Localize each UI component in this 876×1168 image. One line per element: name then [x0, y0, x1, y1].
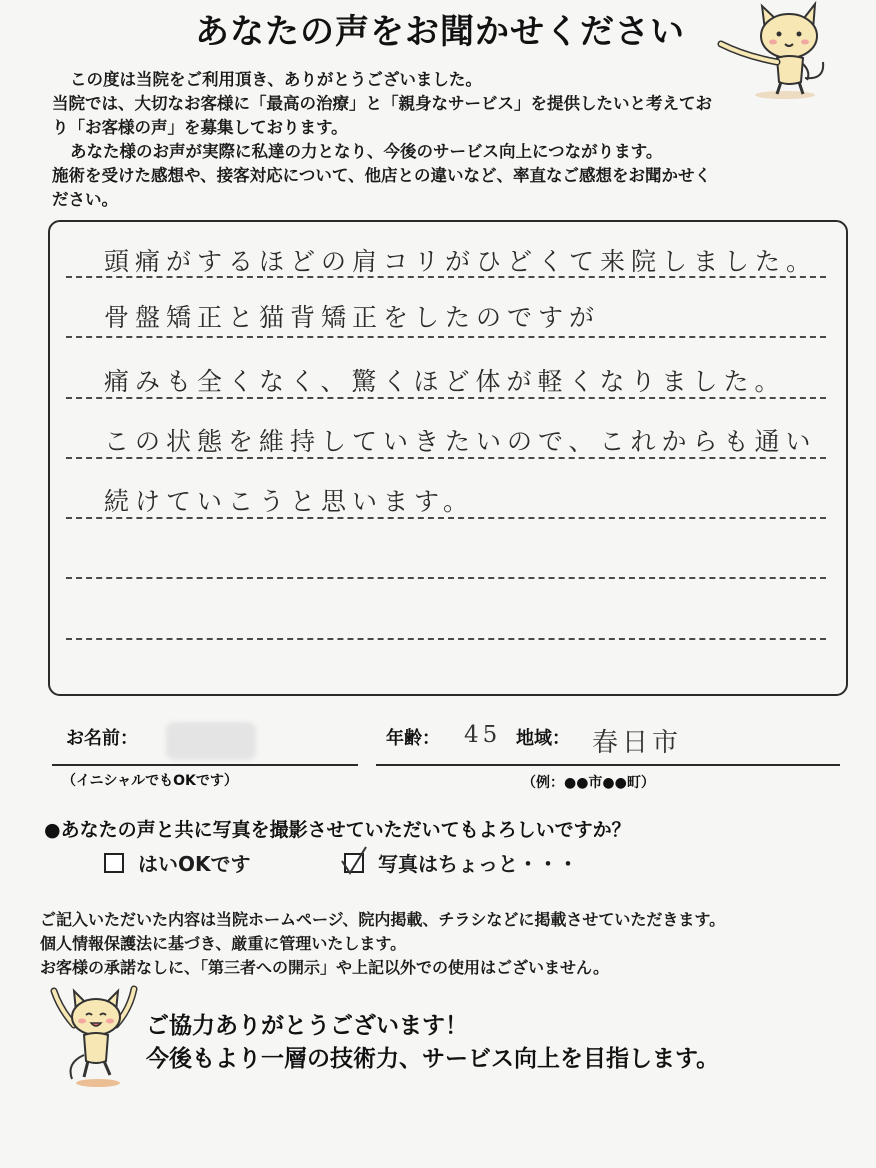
thanks-message — [146, 1010, 719, 1076]
name-note: （イニシャルでもOKです） — [62, 773, 238, 789]
no-checkbox[interactable] — [344, 853, 364, 873]
comment-rule — [66, 638, 826, 640]
yes-label: はいOKです — [138, 852, 251, 876]
note-line: ご記入いただいた内容は当院ホームページ、院内掲載、チラシなどに掲載させていただきます。 — [40, 910, 726, 929]
region-note: （例：●●市●●町） — [522, 775, 655, 791]
region-label: 地域： — [516, 728, 570, 749]
photo-option-yes[interactable] — [104, 848, 251, 877]
age-label: 年齢： — [386, 728, 440, 749]
comment-text-line: 続けていこうと思います。 — [104, 487, 475, 516]
comment-text-line: 骨盤矯正と猫背矯正をしたのですが — [104, 303, 601, 332]
note-line: お客様の承諾なしに、「第三者への開示」や上記以外での使用はございません。 — [40, 958, 609, 977]
comment-text-line: 痛みも全くなく、驚くほど体が軽くなりました。 — [104, 367, 786, 396]
name-underline — [52, 764, 358, 766]
name-label: お名前： — [66, 728, 138, 749]
page-title: あなたの声をお聞かせください — [195, 12, 685, 52]
note-line: 個人情報保護法に基づき、厳重に管理いたします。 — [40, 934, 407, 953]
age-value: 45 — [464, 722, 502, 748]
thanks-line: 今後もより一層の技術力、サービス向上を目指します。 — [146, 1046, 720, 1072]
name-value-redacted — [166, 722, 256, 760]
intro-line: あなた様のお声が実際に私達の力となり、今後のサービス向上につながります。 — [70, 142, 663, 161]
intro-text — [52, 68, 852, 212]
photo-option-no[interactable] — [344, 848, 578, 877]
comment-text-line: 頭痛がするほどの肩コリがひどくて来院しました。 — [104, 247, 818, 276]
no-label: 写真はちょっと・・・ — [378, 852, 578, 876]
comment-rule — [66, 336, 826, 338]
age-region-underline — [376, 764, 840, 766]
comment-rule — [66, 577, 826, 579]
privacy-notes — [40, 908, 725, 980]
yes-checkbox[interactable] — [104, 853, 124, 873]
intro-line: ださい。 — [52, 190, 118, 209]
region-value: 春日市 — [592, 728, 683, 758]
comment-rule — [66, 457, 826, 459]
thanks-line: ご協力ありがとうございます！ — [146, 1013, 468, 1039]
checkmark-icon — [338, 845, 368, 875]
comment-rule — [66, 397, 826, 399]
intro-line: この度は当院をご利用頂き、ありがとうございました。 — [70, 70, 482, 89]
comment-rule — [66, 276, 826, 278]
intro-line: 施術を受けた感想や、接客対応について、他店との違いなど、率直なご感想をお聞かせく — [52, 166, 712, 185]
cheering-cat-icon — [44, 985, 144, 1090]
photo-question: ●あなたの声と共に写真を撮影させていただいてもよろしいですか？ — [44, 819, 631, 841]
intro-line: り「お客様の声」を募集しております。 — [52, 118, 348, 137]
comment-text-line: この状態を維持していきたいので、これからも通い — [104, 427, 817, 456]
intro-line: 当院では、大切なお客様に「最高の治療」と「親身なサービス」を提供したいと考えてお — [52, 94, 712, 113]
comment-rule — [66, 517, 826, 519]
